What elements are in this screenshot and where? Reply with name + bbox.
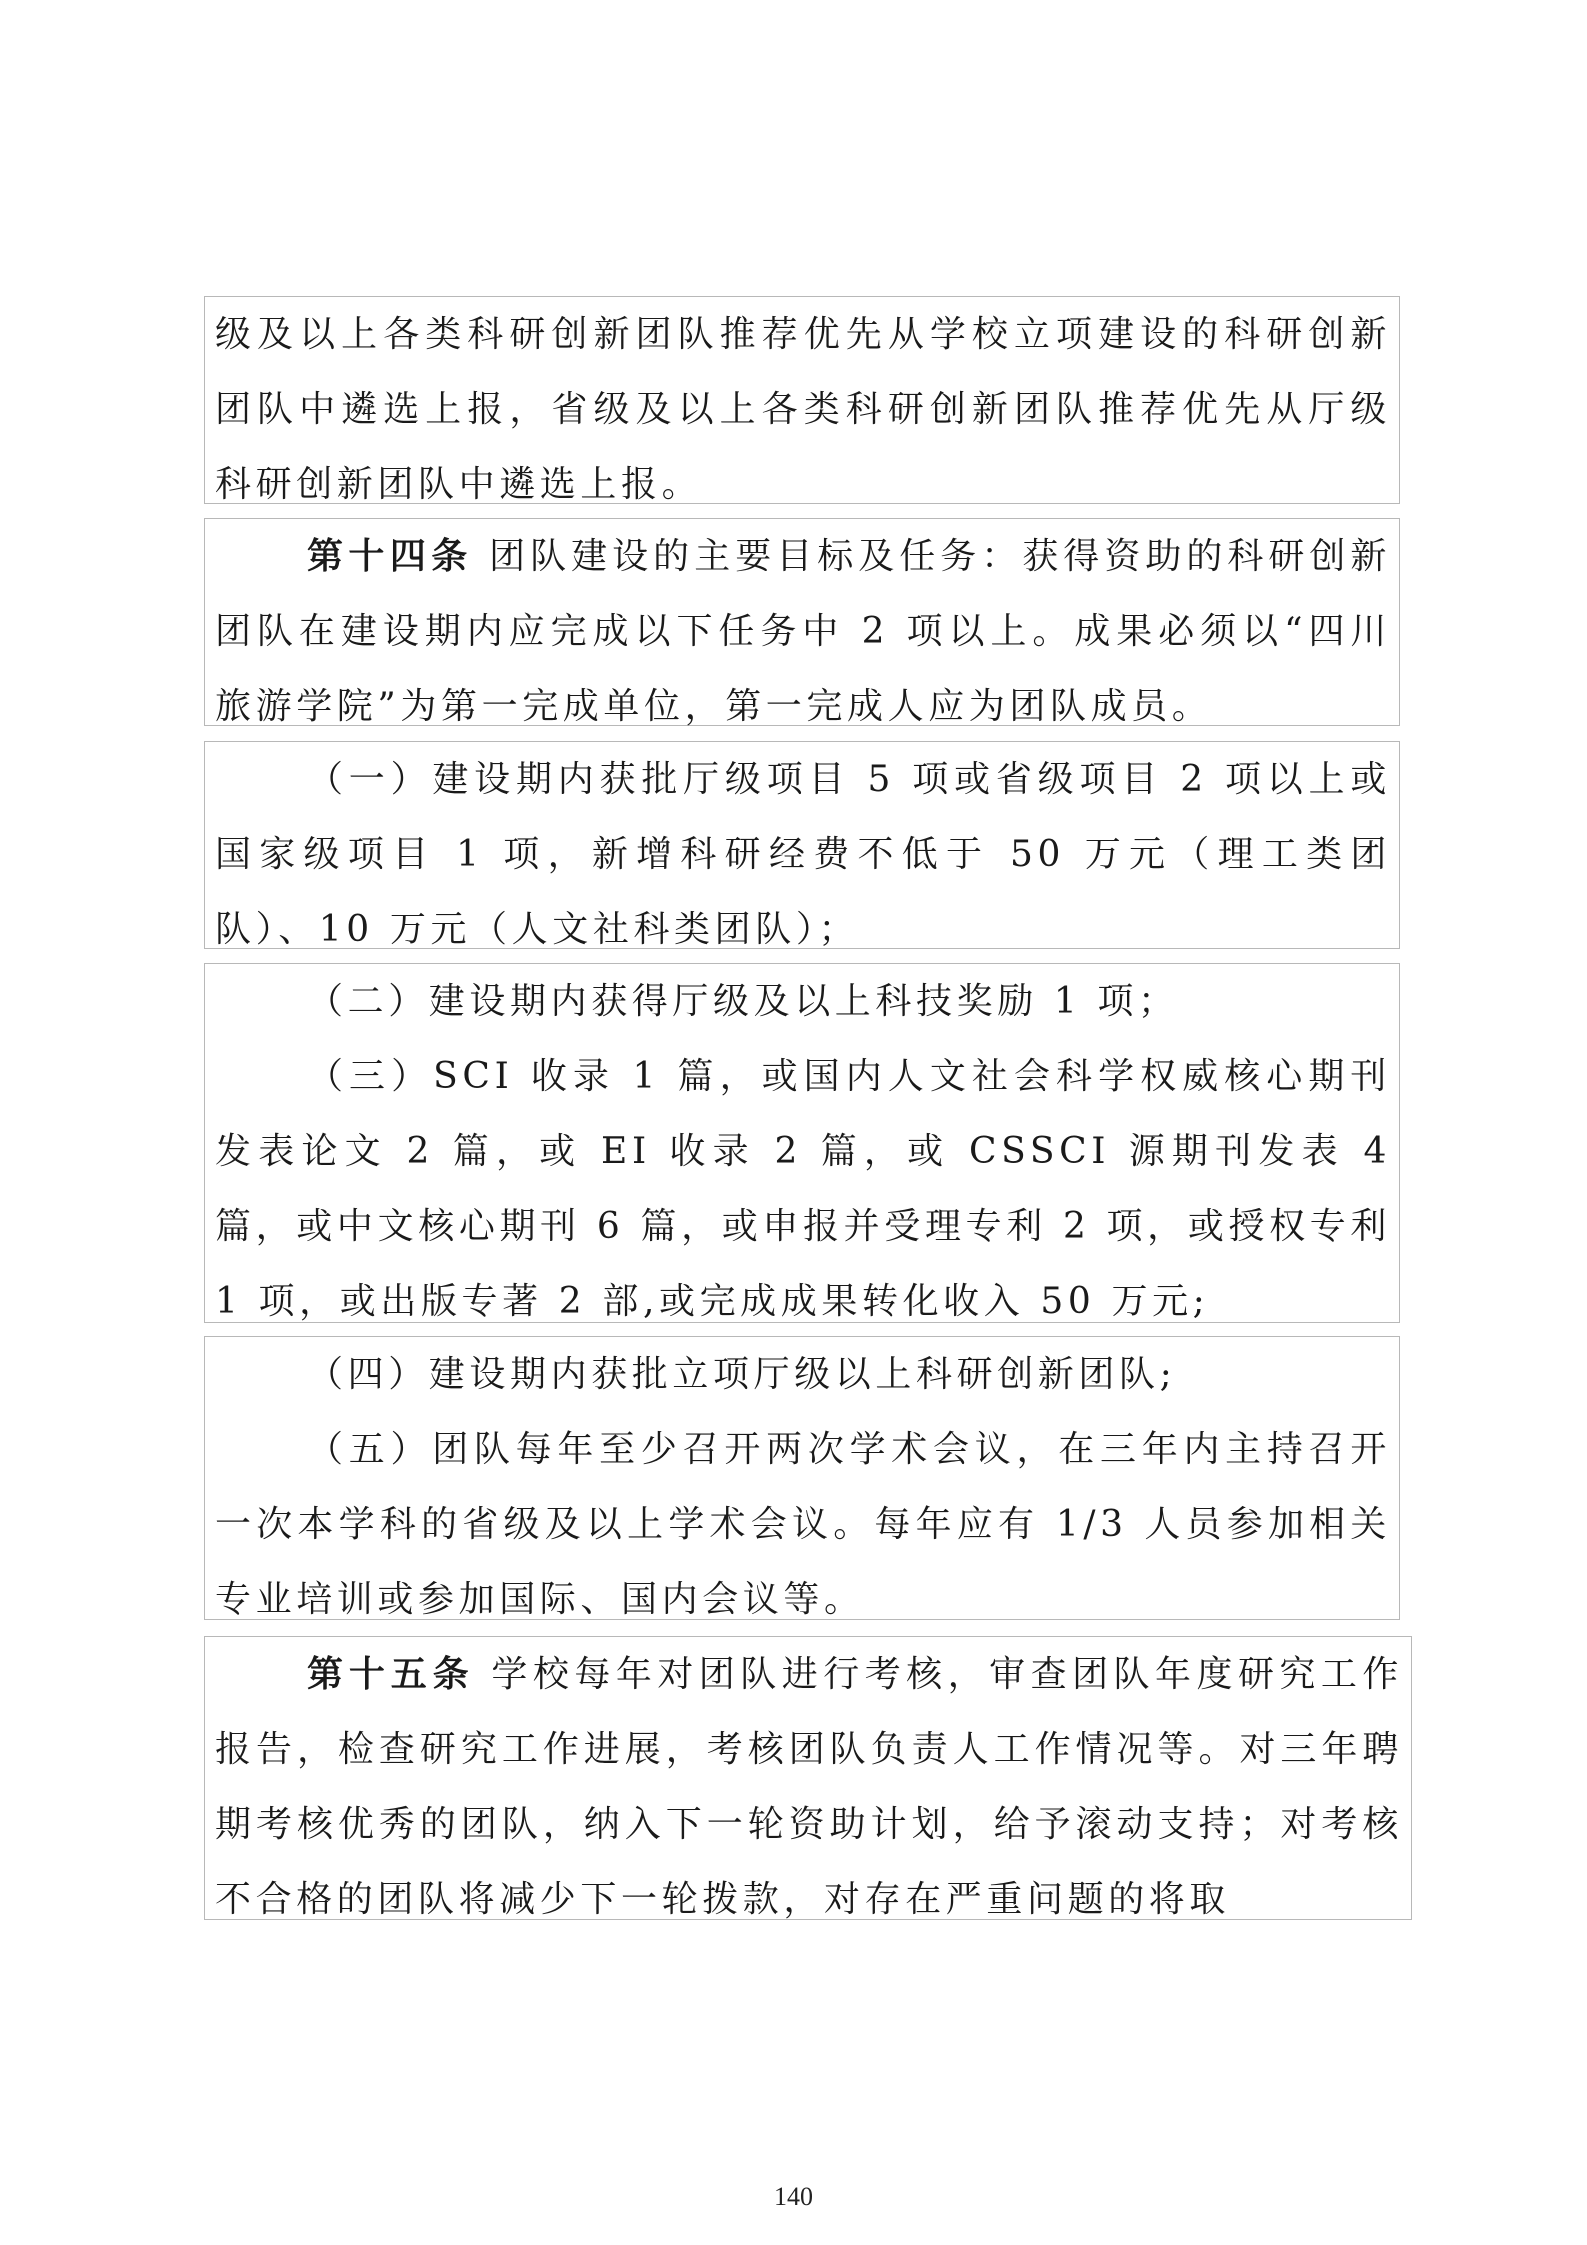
article-14-heading: 第十四条 <box>307 535 473 577</box>
text-block-items-2-3 <box>204 963 1400 1323</box>
paragraph-item-2: （二）建设期内获得厅级及以上科技奖励 1 项； <box>307 981 1179 1022</box>
paragraph-item-5: （五）团队每年至少召开两次学术会议，在三年内主持召开一次本学科的省级及以上学术会议。每年应有 1/3 人员参加相关专业培训或参加国际、国内会议等。 <box>215 1429 1391 1620</box>
page-number: 140 <box>774 2182 813 2211</box>
text-block-article-15 <box>204 1636 1412 1920</box>
paragraph-item-4: （四）建设期内获批立项厅级以上科研创新团队; <box>307 1354 1177 1395</box>
article-15-body: 学校每年对团队进行考核，审查团队年度研究工作报告，检查研究工作进展，考核团队负责人工作情况等。对三年聘期考核优秀的团队，纳入下一轮资助计划，给予滚动支持；对考核不合格的团队将减少下一轮拨款，对存在严重问题的将取 <box>215 1654 1403 1920</box>
text-block-items-4-5 <box>204 1336 1400 1620</box>
text-block-1 <box>204 296 1400 504</box>
paragraph-article-14 <box>215 519 1391 744</box>
paragraph-article-15 <box>215 1637 1403 1937</box>
article-14-body: 团队建设的主要目标及任务：获得资助的科研创新团队在建设期内应完成以下任务中 2 项以上。成果必须以“四川旅游学院”为第一完成单位，第一完成人应为团队成员。 <box>215 536 1391 727</box>
article-15-heading: 第十五条 <box>307 1653 475 1695</box>
text-block-item-1 <box>204 741 1400 949</box>
paragraph-continuation: 级及以上各类科研创新团队推荐优先从学校立项建设的科研创新团队中遴选上报，省级及以上各类科研创新团队推荐优先从厅级科研创新团队中遴选上报。 <box>215 314 1391 505</box>
paragraph-item-1: （一）建设期内获批厅级项目 5 项或省级项目 2 项以上或国家级项目 1 项，新增科研经费不低于 50 万元（理工类团队）、10 万元（人文社科类团队）； <box>215 759 1391 950</box>
paragraph-item-3: （三）SCI 收录 1 篇，或国内人文社会科学权威核心期刊发表论文 2 篇，或 EI 收录 2 篇，或 CSSCI 源期刊发表 4 篇，或中文核心期刊 6 篇，或申报并受理专利 2 项，或授权专利 1 项，或出版专著 2 部,或完成成果转化收入 50 万元; <box>215 1056 1391 1322</box>
text-block-article-14 <box>204 518 1400 726</box>
